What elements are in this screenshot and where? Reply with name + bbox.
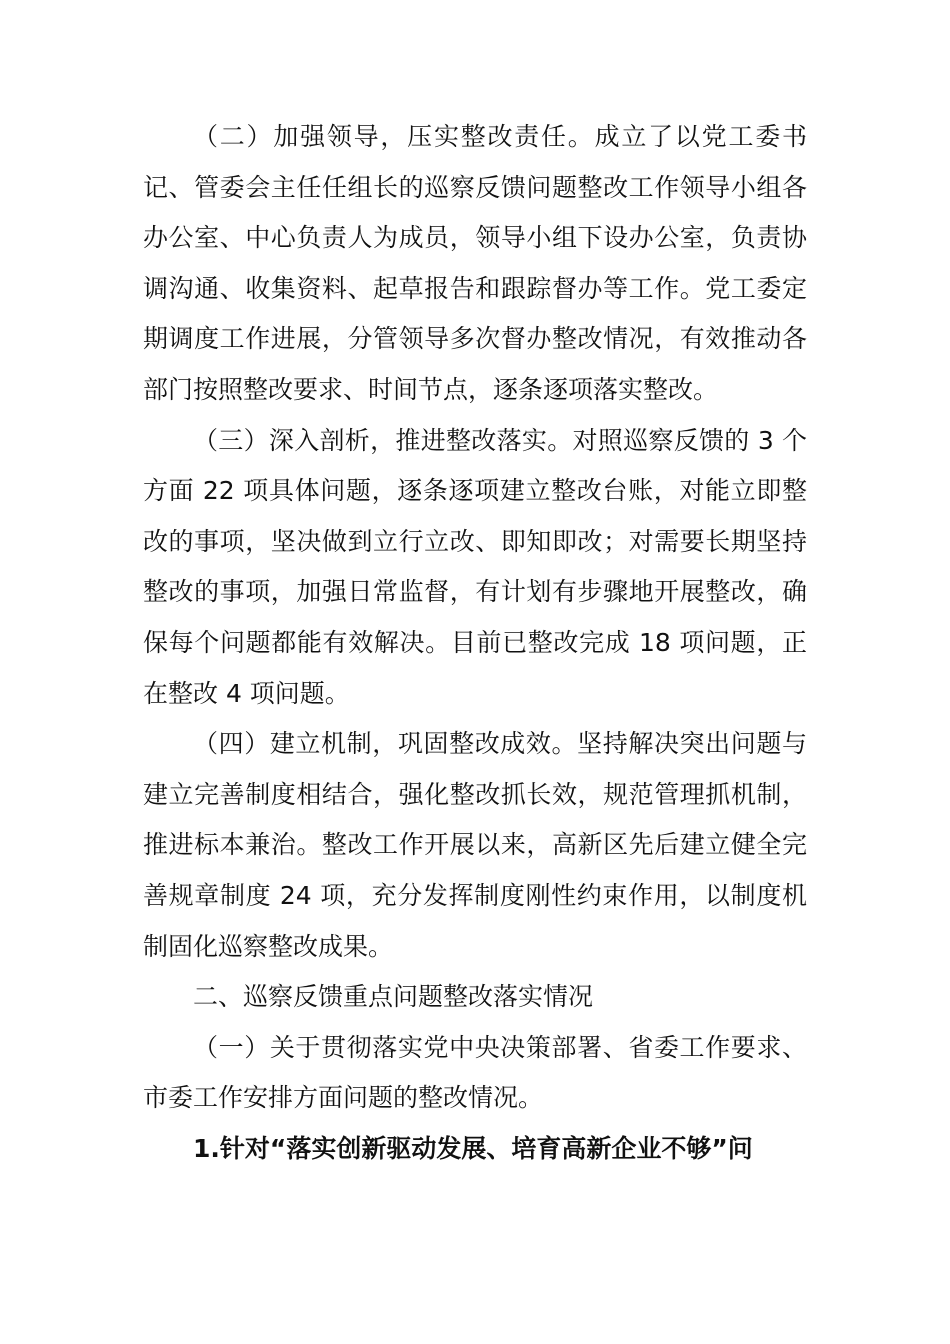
paragraph-leadership: （二）加强领导，压实整改责任。成立了以党工委书记、管委会主任任组长的巡察反馈问题整改工作领导小组各办公室、中心负责人为成员，领导小组下设办公室，负责协调沟通、收集资料、起草报告和跟踪督办等工作。党工委定期调度工作进展，分管领导多次督办整改情况，有效推动各部门按照整改要求、时间节点，逐条逐项落实整改。 [143, 122, 807, 404]
paragraph-subsection-one: （一）关于贯彻落实党中央决策部署、省委工作要求、市委工作安排方面问题的整改情况。 [143, 1032, 807, 1113]
paragraph-analysis: （三）深入剖析，推进整改落实。对照巡察反馈的 3 个方面 22 项具体问题，逐条逐项建立整改台账，对能立即整改的事项，坚决做到立行立改、即知即改；对需要长期坚持整改的事项，加强日常监督，有计划有步骤地开展整改，确保每个问题都能有效解决。目前已整改完成 18 项问题，正在整改 4 项问题。 [143, 425, 807, 708]
paragraph-mechanism: （四）建立机制，巩固整改成效。坚持解决突出问题与建立完善制度相结合，强化整改抓长效，规范管理抓机制，推进标本兼治。整改工作开展以来，高新区先后建立健全完善规章制度 24 项，充分发挥制度刚性约束作用，以制度机制固化巡察整改成果。 [143, 729, 807, 961]
section-heading-two: 二、巡察反馈重点问题整改落实情况 [193, 982, 594, 1012]
paragraph-item-one: 1.针对“落实创新驱动发展、培育高新企业不够”问 [193, 1133, 753, 1163]
document-body [143, 112, 807, 1174]
